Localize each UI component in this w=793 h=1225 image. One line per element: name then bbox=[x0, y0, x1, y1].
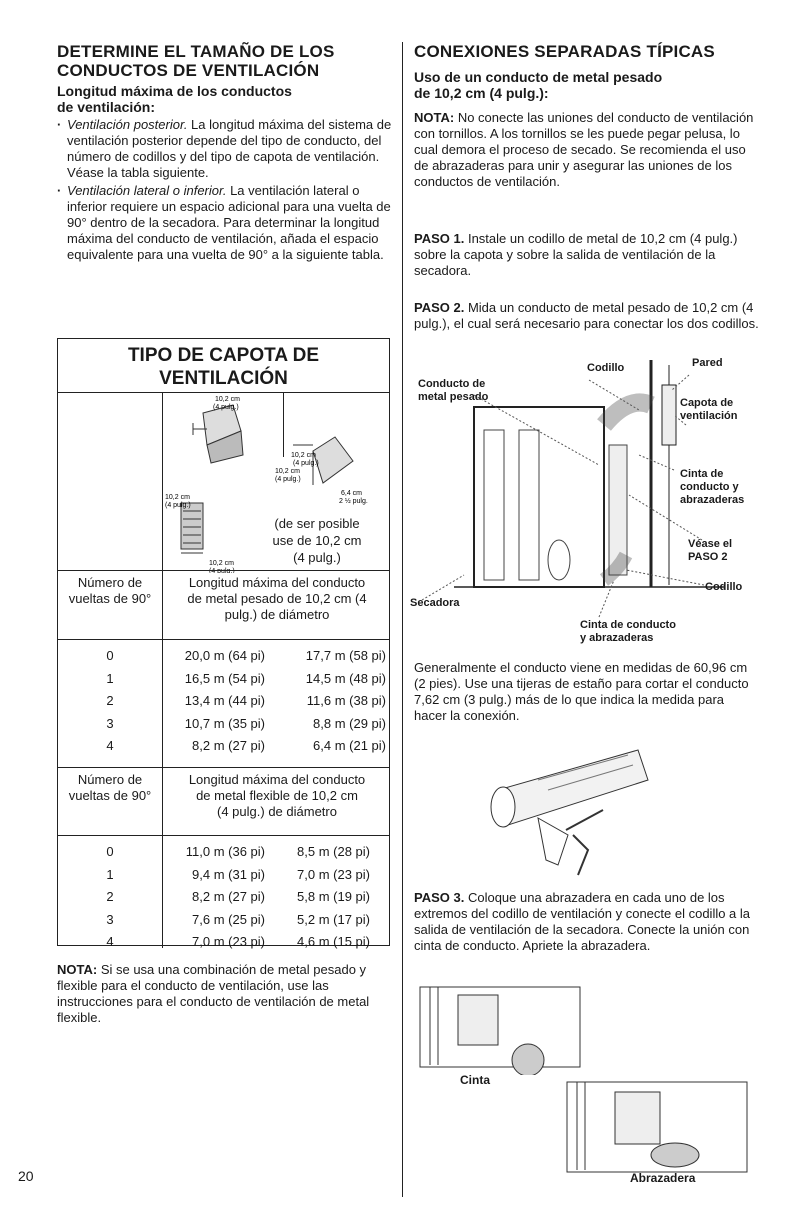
clamp-icon bbox=[651, 1143, 699, 1167]
table-cell: 1 bbox=[106, 670, 114, 686]
snips-icon bbox=[538, 810, 603, 875]
table-cell: 17,7 m (58 pi) bbox=[305, 648, 386, 663]
subtitle-line-1: Longitud máxima de los conductos bbox=[57, 83, 292, 99]
label-cinta-line-3: abrazaderas bbox=[680, 494, 745, 506]
table-rule bbox=[58, 767, 389, 768]
clamp-illustration bbox=[565, 1080, 755, 1180]
bullet-list bbox=[57, 117, 392, 265]
hood-a-dim: 10,2 cm bbox=[215, 396, 240, 403]
hood-note-line-3: (4 pulg.) bbox=[293, 550, 341, 565]
hood-b-dim-2: (4 pulg.) bbox=[165, 502, 191, 509]
label-codillo-top: Codillo bbox=[587, 362, 625, 374]
label-vease bbox=[688, 538, 732, 564]
label-vease-line-1: Véase el bbox=[688, 538, 733, 550]
table-cell: 0 bbox=[106, 648, 114, 663]
section-title bbox=[57, 42, 392, 80]
table-cell: 3 bbox=[106, 715, 114, 731]
label-conducto-line-2: metal pesado bbox=[418, 391, 489, 403]
wall-illustration bbox=[651, 360, 676, 587]
note-lead: NOTA: bbox=[414, 110, 455, 125]
table-rule bbox=[58, 835, 389, 836]
tape-illustration bbox=[418, 985, 598, 1075]
right-section-title: CONEXIONES SEPARADAS TÍPICAS bbox=[414, 42, 715, 61]
hood-c-bottom: 6,4 cm bbox=[341, 490, 363, 497]
table-cell: 7,0 m (23 pi) bbox=[192, 934, 265, 949]
hood-a-dim-2: (4 pulg.) bbox=[213, 404, 239, 411]
flex-header bbox=[163, 772, 391, 820]
table-cell: 7,0 m (23 pi) bbox=[297, 866, 370, 882]
hood-note bbox=[244, 515, 390, 566]
hood-a-bottom-2: (4 pulg.) bbox=[275, 476, 301, 483]
right-subtitle-line-1: Uso de un conducto de metal pesado bbox=[414, 69, 663, 85]
table-cell: 14,5 m (48 pi) bbox=[305, 670, 386, 686]
label-pared: Pared bbox=[692, 357, 723, 369]
table-cell: 4 bbox=[106, 738, 114, 753]
column-divider bbox=[402, 42, 403, 1197]
table-cell: 2 bbox=[106, 889, 114, 904]
table-cell: 8,5 m (28 pi) bbox=[297, 844, 370, 859]
table-rule bbox=[58, 570, 389, 571]
hood-a-bottom: 10,2 cm bbox=[275, 468, 300, 475]
label-secadora: Secadora bbox=[410, 597, 460, 609]
title-line-2: CONDUCTOS DE VENTILACIÓN bbox=[57, 61, 320, 80]
table-cell: 9,4 m (31 pi) bbox=[192, 866, 265, 882]
turns-header-flex bbox=[58, 772, 162, 804]
note-lead: NOTA: bbox=[57, 962, 98, 977]
hood-c-dim-2: (4 pulg.) bbox=[293, 460, 319, 467]
step-lead: PASO 3. bbox=[414, 890, 465, 905]
hood-note-line-2: use de 10,2 cm bbox=[272, 533, 362, 548]
hood-b-dim: 10,2 cm bbox=[165, 494, 190, 501]
note-text: No conecte las uniones del conducto de ventilación con tornillos. A los tornillos se les puede pegar pelusa, lo cual demora el proceso de secado. Se recomienda el uso de abrazaderas para unir y asegurar las uniones de los conductos de ventilación. bbox=[414, 110, 754, 189]
screws-note bbox=[414, 110, 759, 190]
label-conducto-line-1: Conducto de bbox=[418, 378, 486, 390]
duct-illustration bbox=[604, 403, 651, 581]
turns-header-line-2: vueltas de 90° bbox=[68, 788, 152, 803]
box-hood-icon bbox=[181, 503, 203, 553]
table-cell: 20,0 m (64 pi) bbox=[184, 648, 265, 663]
label-abrazadera: Abrazadera bbox=[630, 1171, 696, 1185]
turns-header-line-1: Número de bbox=[77, 575, 143, 590]
label-cinta: Cinta bbox=[460, 1073, 490, 1087]
step-text: Coloque una abrazadera en cada uno de los extremos del codillo de ventilación y conecte el codillo a la salida de ventilación de la secadora. Conecte la unión con cinta de conducto. Apriete la abrazadera. bbox=[414, 890, 751, 953]
table-cell: 8,2 m (27 pi) bbox=[192, 738, 265, 753]
right-subtitle bbox=[414, 69, 759, 101]
table-cell: 2 bbox=[106, 693, 114, 708]
label-cinta-line-1: Cinta de bbox=[680, 468, 724, 480]
flex-combination-note bbox=[57, 962, 387, 1026]
table-cell: 7,6 m (25 pi) bbox=[192, 911, 265, 927]
table-cell: 13,4 m (44 pi) bbox=[184, 693, 265, 708]
label-cinta-bottom bbox=[580, 619, 676, 645]
label-cinta-abrazaderas bbox=[680, 468, 744, 507]
label-cinta-bottom-line-2: y abrazaderas bbox=[580, 632, 654, 644]
label-capota bbox=[680, 397, 737, 423]
table-cell: 5,2 m (17 pi) bbox=[297, 911, 370, 927]
step-text: Mida un conducto de metal pesado de 10,2 cm (4 pulg.), el cual será necesario para conectar los dos codillos. bbox=[414, 300, 759, 331]
subtitle-line-2: de ventilación: bbox=[57, 99, 156, 115]
turns-header-line-2: vueltas de 90° bbox=[68, 591, 152, 606]
label-codillo-bottom: Codillo bbox=[705, 581, 743, 593]
label-conducto bbox=[418, 378, 488, 404]
rigid-header-line-3: pulg.) de diámetro bbox=[224, 607, 330, 622]
label-capota-line-2: ventilación bbox=[680, 410, 738, 422]
flex-header-line-1: Longitud máxima del conducto bbox=[188, 772, 366, 787]
table-cell: 8,8 m (29 pi) bbox=[313, 715, 386, 731]
table-rule bbox=[58, 639, 389, 640]
dryer-illustration bbox=[474, 407, 604, 587]
table-title-line-2: VENTILACIÓN bbox=[159, 368, 288, 389]
step-lead: PASO 2. bbox=[414, 300, 465, 315]
tape-roll-icon bbox=[512, 1044, 544, 1075]
duct-pipe-icon bbox=[491, 750, 648, 827]
step-2 bbox=[414, 300, 759, 332]
title-line-1: DETERMINE EL TAMAÑO DE LOS bbox=[57, 42, 335, 61]
section-subtitle bbox=[57, 83, 392, 115]
flex-header-line-3: (4 pulg.) de diámetro bbox=[217, 804, 337, 819]
page-number: 20 bbox=[18, 1168, 34, 1184]
note-text: Si se usa una combinación de metal pesado y flexible para el conducto de ventilación, use las instrucciones para el conducto de ventilación de metal flexible. bbox=[57, 962, 370, 1025]
table-cell: 11,0 m (36 pi) bbox=[185, 844, 265, 859]
rigid-header-line-2: de metal pesado de 10,2 cm (4 bbox=[187, 591, 367, 606]
rigid-header bbox=[163, 575, 391, 623]
bullet-text: La longitud máxima del sistema de ventilación posterior depende del tipo de conducto, del número de codillos y del tipo de capota de ventilación. Véase la tabla siguiente. bbox=[67, 117, 392, 180]
turns-header bbox=[58, 575, 162, 607]
flex-header-line-2: de metal flexible de 10,2 cm bbox=[196, 788, 358, 803]
table-cell: 1 bbox=[106, 866, 114, 882]
label-vease-line-2: PASO 2 bbox=[688, 551, 728, 563]
step-1 bbox=[414, 231, 759, 279]
bullet-lead: Ventilación lateral o inferior. bbox=[67, 183, 227, 198]
rigid-header-line-1: Longitud máxima del conducto bbox=[188, 575, 366, 590]
step-lead: PASO 1. bbox=[414, 231, 465, 246]
hood-c-bottom-2: 2 ½ pulg. bbox=[339, 498, 368, 505]
table-cell: 3 bbox=[106, 911, 114, 927]
table-cell: 5,8 m (19 pi) bbox=[297, 889, 370, 904]
hood-note-line-1: (de ser posible bbox=[274, 516, 360, 531]
hood-b-bottom: 10,2 cm bbox=[209, 560, 234, 567]
table-cell: 11,6 m (38 pi) bbox=[306, 693, 386, 708]
table-cell: 4,6 m (15 pi) bbox=[297, 934, 370, 949]
step-3 bbox=[414, 890, 759, 954]
bullet-lead: Ventilación posterior. bbox=[67, 117, 188, 132]
table-cell: 10,7 m (35 pi) bbox=[184, 715, 265, 731]
bullet-side-vent bbox=[57, 183, 392, 263]
table-title-line-1: TIPO DE CAPOTA DE bbox=[127, 345, 320, 366]
table-cell: 0 bbox=[106, 844, 114, 859]
table-cell: 16,5 m (54 pi) bbox=[184, 670, 265, 686]
table-cell: 8,2 m (27 pi) bbox=[192, 889, 265, 904]
label-capota-line-1: Capota de bbox=[680, 397, 734, 409]
table-cell: 4 bbox=[106, 934, 114, 949]
bullet-text: La ventilación lateral o inferior requiere un espacio adicional para una vuelta de 90° dentro de la secadora. Para determinar la longitud máxima del conducto de ventilación, añada el espacio equivalente para una vuelta de 90° a la siguiente tabla. bbox=[67, 183, 391, 262]
bullet-rear-vent bbox=[57, 117, 392, 181]
table-cell: 6,4 m (21 pi) bbox=[313, 738, 386, 753]
step-text: Instale un codillo de metal de 10,2 cm (4 pulg.) sobre la capota y sobre la salida de ventilación de la secadora. bbox=[414, 231, 738, 278]
louvered-hood-icon bbox=[193, 405, 243, 463]
right-subtitle-line-2: de 10,2 cm (4 pulg.): bbox=[414, 85, 549, 101]
measure-text: Generalmente el conducto viene en medidas de 60,96 cm (2 pies). Use una tijeras de estaño para cortar el conducto 7,62 cm (3 pulg.) más de lo que indica la medida para hacer la conexión. bbox=[414, 660, 749, 723]
label-cinta-bottom-line-1: Cinta de conducto bbox=[580, 619, 676, 631]
label-cinta-line-2: conducto y bbox=[680, 481, 739, 493]
turns-header-line-1: Número de bbox=[77, 772, 143, 787]
vent-hood-table bbox=[57, 338, 390, 949]
hood-c-dim: 10,2 cm bbox=[291, 452, 316, 459]
tin-snips-illustration bbox=[478, 740, 668, 880]
